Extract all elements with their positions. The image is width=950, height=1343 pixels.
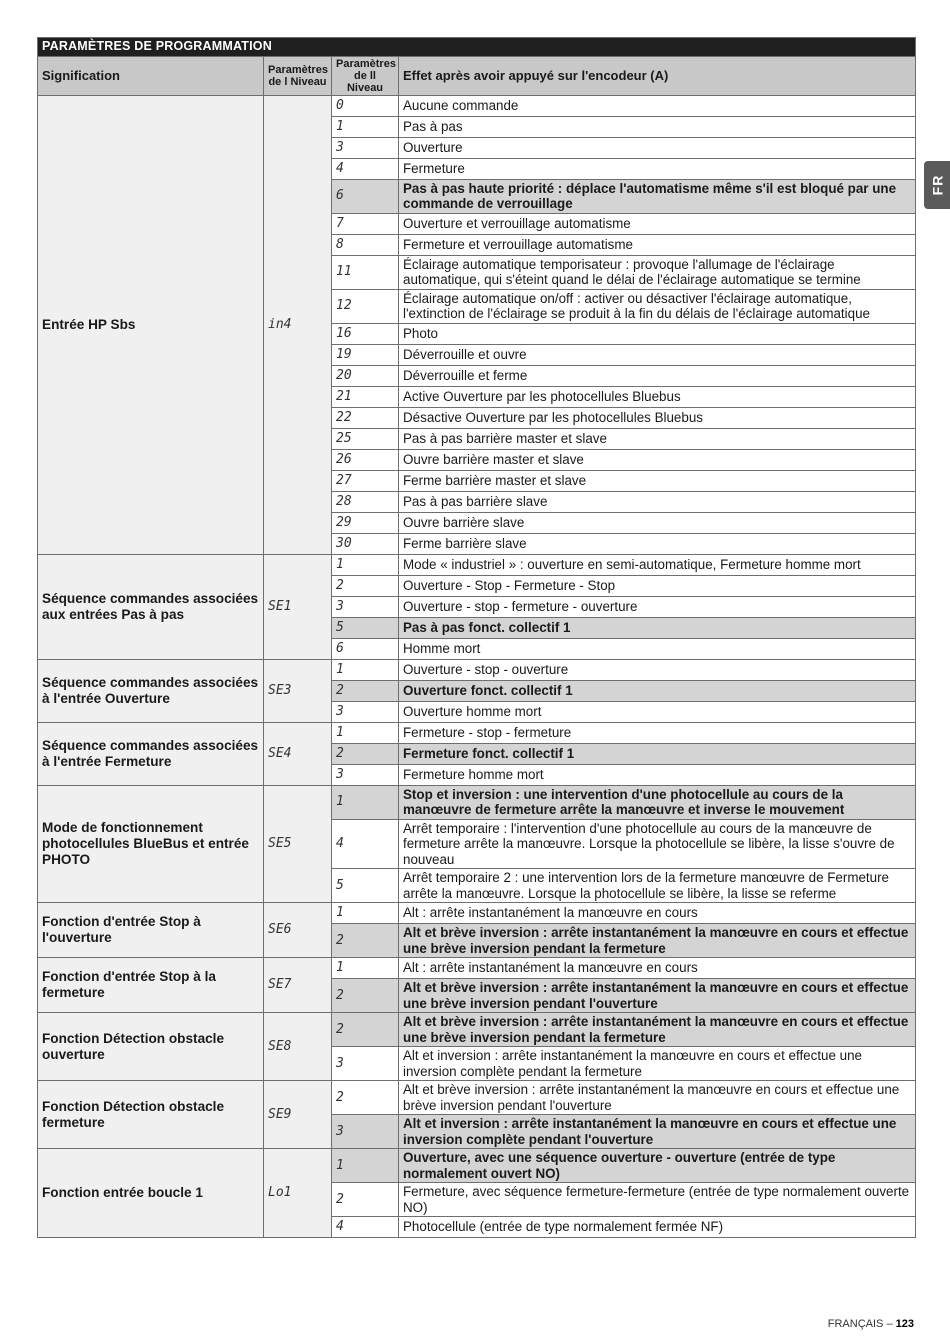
- level2-value-cell: 7: [332, 213, 399, 234]
- level2-value-cell: 3: [332, 764, 399, 785]
- level2-value-cell: 4: [332, 1217, 399, 1238]
- header-effect: Effet après avoir appuyé sur l'encodeur (A): [399, 56, 916, 95]
- level2-value-cell: 25: [332, 428, 399, 449]
- level2-value-cell: 2: [332, 1013, 399, 1047]
- effect-cell: Pas à pas barrière slave: [399, 491, 916, 512]
- level2-value-cell: 30: [332, 533, 399, 554]
- effect-cell: Pas à pas haute priorité : déplace l'automatisme même s'il est bloqué par une commande de verrouillage: [399, 179, 916, 213]
- effect-cell: Photo: [399, 323, 916, 344]
- level1-code-cell: SE1: [264, 554, 332, 659]
- effect-cell: Homme mort: [399, 638, 916, 659]
- effect-cell: Pas à pas fonct. collectif 1: [399, 617, 916, 638]
- level2-value-cell: 2: [332, 924, 399, 958]
- language-tab: [924, 161, 950, 209]
- level2-value-cell: 19: [332, 344, 399, 365]
- effect-cell: Ouvre barrière slave: [399, 512, 916, 533]
- effect-cell: Fermeture fonct. collectif 1: [399, 743, 916, 764]
- effect-cell: Ouverture - stop - ouverture: [399, 659, 916, 680]
- effect-cell: Fermeture - stop - fermeture: [399, 722, 916, 743]
- level2-value-cell: 1: [332, 116, 399, 137]
- effect-cell: Fermeture: [399, 158, 916, 179]
- level1-code-cell: SE8: [264, 1013, 332, 1081]
- table-row: [38, 1013, 916, 1047]
- level1-code-cell: SE5: [264, 785, 332, 903]
- level2-value-cell: 20: [332, 365, 399, 386]
- level2-value-cell: 1: [332, 1149, 399, 1183]
- table-row: [38, 785, 916, 819]
- level2-value-cell: 16: [332, 323, 399, 344]
- effect-cell: Ferme barrière master et slave: [399, 470, 916, 491]
- effect-cell: Fermeture homme mort: [399, 764, 916, 785]
- effect-cell: Ouverture et verrouillage automatisme: [399, 213, 916, 234]
- signification-cell: Séquence commandes associées à l'entrée Fermeture: [38, 722, 264, 785]
- table-row: [38, 1081, 916, 1115]
- level2-value-cell: 6: [332, 638, 399, 659]
- effect-cell: Fermeture, avec séquence fermeture-fermeture (entrée de type normalement ouverte NO): [399, 1183, 916, 1217]
- signification-cell: Mode de fonctionnement photocellules BlueBus et entrée PHOTO: [38, 785, 264, 903]
- effect-cell: Stop et inversion : une intervention d'une photocellule au cours de la manœuvre de fermeture arrête la manœuvre et inverse le mouvement: [399, 785, 916, 819]
- level2-value-cell: 1: [332, 659, 399, 680]
- effect-cell: Ouverture, avec une séquence ouverture - ouverture (entrée de type normalement ouvert NO): [399, 1149, 916, 1183]
- level2-value-cell: 29: [332, 512, 399, 533]
- signification-cell: Séquence commandes associées à l'entrée Ouverture: [38, 659, 264, 722]
- table-body: [38, 95, 916, 1238]
- header-signification: Signification: [38, 56, 264, 95]
- signification-cell: Entrée HP Sbs: [38, 95, 264, 554]
- footer-language: FRANÇAIS: [827, 1318, 884, 1330]
- header-level1: Paramètres de l Niveau: [264, 56, 332, 95]
- signification-cell: Séquence commandes associées aux entrées Pas à pas: [38, 554, 264, 659]
- level2-value-cell: 1: [332, 903, 399, 924]
- signification-cell: Fonction d'entrée Stop à la fermeture: [38, 958, 264, 1013]
- signification-cell: Fonction entrée boucle 1: [38, 1149, 264, 1238]
- level2-value-cell: 3: [332, 137, 399, 158]
- level1-code-cell: Lo1: [264, 1149, 332, 1238]
- level2-value-cell: 12: [332, 289, 399, 323]
- signification-cell: Fonction d'entrée Stop à l'ouverture: [38, 903, 264, 958]
- effect-cell: Alt et brève inversion : arrête instantanément la manœuvre en cours et effectue une brève inversion pendant l'ouverture: [399, 1081, 916, 1115]
- level2-value-cell: 11: [332, 255, 399, 289]
- level2-value-cell: 2: [332, 1183, 399, 1217]
- effect-cell: Ouvre barrière master et slave: [399, 449, 916, 470]
- effect-cell: Alt et brève inversion : arrête instantanément la manœuvre en cours et effectue une brève inversion pendant la fermeture: [399, 1013, 916, 1047]
- level2-value-cell: 2: [332, 979, 399, 1013]
- level2-value-cell: 1: [332, 722, 399, 743]
- programming-parameters-table: [37, 37, 916, 1238]
- level1-code-cell: SE9: [264, 1081, 332, 1149]
- level2-value-cell: 5: [332, 617, 399, 638]
- effect-cell: Désactive Ouverture par les photocellules Bluebus: [399, 407, 916, 428]
- level2-value-cell: 4: [332, 819, 399, 869]
- level2-value-cell: 27: [332, 470, 399, 491]
- effect-cell: Alt : arrête instantanément la manœuvre en cours: [399, 958, 916, 979]
- effect-cell: Alt et brève inversion : arrête instantanément la manœuvre en cours et effectue une brève inversion pendant la fermeture: [399, 924, 916, 958]
- effect-cell: Arrêt temporaire 2 : une intervention lors de la fermeture manœuvre de Fermeture arrête la manœuvre. Lorsque la photocellule se libère, la lisse se referme: [399, 869, 916, 903]
- table-row: [38, 958, 916, 979]
- level1-code-cell: SE3: [264, 659, 332, 722]
- level1-code-cell: SE7: [264, 958, 332, 1013]
- level2-value-cell: 28: [332, 491, 399, 512]
- effect-cell: Arrêt temporaire : l'intervention d'une photocellule au cours de la manœuvre de fermeture arrête la manœuvre. Lorsque la photocellule se libère, la lisse s'ouvre de nouveau: [399, 819, 916, 869]
- level2-value-cell: 0: [332, 95, 399, 116]
- effect-cell: Alt : arrête instantanément la manœuvre en cours: [399, 903, 916, 924]
- table-title-row: [38, 38, 916, 57]
- effect-cell: Ouverture - Stop - Fermeture - Stop: [399, 575, 916, 596]
- level1-code-cell: SE4: [264, 722, 332, 785]
- language-tab-label: FR: [928, 174, 945, 196]
- level1-code-cell: SE6: [264, 903, 332, 958]
- table-row: [38, 722, 916, 743]
- level2-value-cell: 2: [332, 1081, 399, 1115]
- effect-cell: Ferme barrière slave: [399, 533, 916, 554]
- level2-value-cell: 1: [332, 785, 399, 819]
- effect-cell: Pas à pas: [399, 116, 916, 137]
- effect-cell: Alt et inversion : arrête instantanément la manœuvre en cours et effectue une inversion complète pendant l'ouverture: [399, 1115, 916, 1149]
- table-row: [38, 1149, 916, 1183]
- level2-value-cell: 2: [332, 575, 399, 596]
- effect-cell: Ouverture homme mort: [399, 701, 916, 722]
- header-level2: Paramètres de ll Niveau: [332, 56, 399, 95]
- table-row: [38, 554, 916, 575]
- effect-cell: Alt et brève inversion : arrête instantanément la manœuvre en cours et effectue une brève inversion pendant l'ouverture: [399, 979, 916, 1013]
- page-footer: [828, 1318, 914, 1330]
- level2-value-cell: 3: [332, 596, 399, 617]
- effect-cell: Déverrouille et ouvre: [399, 344, 916, 365]
- effect-cell: Ouverture: [399, 137, 916, 158]
- page-number: 123: [895, 1318, 914, 1330]
- level2-value-cell: 5: [332, 869, 399, 903]
- level2-value-cell: 8: [332, 234, 399, 255]
- effect-cell: Pas à pas barrière master et slave: [399, 428, 916, 449]
- effect-cell: Éclairage automatique on/off : activer ou désactiver l'éclairage automatique, l'extinction de l'éclairage se produit à la fin du délais de l'éclairage automatique: [399, 289, 916, 323]
- effect-cell: Aucune commande: [399, 95, 916, 116]
- level2-value-cell: 21: [332, 386, 399, 407]
- level2-value-cell: 2: [332, 743, 399, 764]
- level2-value-cell: 3: [332, 1047, 399, 1081]
- effect-cell: Ouverture - stop - fermeture - ouverture: [399, 596, 916, 617]
- effect-cell: Fermeture et verrouillage automatisme: [399, 234, 916, 255]
- level2-value-cell: 4: [332, 158, 399, 179]
- table-row: [38, 903, 916, 924]
- effect-cell: Alt et inversion : arrête instantanément la manœuvre en cours et effectue une inversion complète pendant la fermeture: [399, 1047, 916, 1081]
- level2-value-cell: 1: [332, 554, 399, 575]
- signification-cell: Fonction Détection obstacle ouverture: [38, 1013, 264, 1081]
- effect-cell: Mode « industriel » : ouverture en semi-automatique, Fermeture homme mort: [399, 554, 916, 575]
- level1-code-cell: in4: [264, 95, 332, 554]
- table-row: [38, 95, 916, 116]
- effect-cell: Éclairage automatique temporisateur : provoque l'allumage de l'éclairage automatique, qui s'éteint quand le délai de l'éclairage automatique se termine: [399, 255, 916, 289]
- level2-value-cell: 2: [332, 680, 399, 701]
- footer-separator: –: [886, 1318, 893, 1330]
- effect-cell: Ouverture fonct. collectif 1: [399, 680, 916, 701]
- effect-cell: Active Ouverture par les photocellules Bluebus: [399, 386, 916, 407]
- effect-cell: Photocellule (entrée de type normalement fermée NF): [399, 1217, 916, 1238]
- signification-cell: Fonction Détection obstacle fermeture: [38, 1081, 264, 1149]
- level2-value-cell: 3: [332, 701, 399, 722]
- level2-value-cell: 26: [332, 449, 399, 470]
- table-row: [38, 659, 916, 680]
- level2-value-cell: 6: [332, 179, 399, 213]
- table-header-row: [38, 56, 916, 95]
- level2-value-cell: 22: [332, 407, 399, 428]
- table-title: PARAMÈTRES DE PROGRAMMATION: [38, 38, 916, 57]
- level2-value-cell: 3: [332, 1115, 399, 1149]
- effect-cell: Déverrouille et ferme: [399, 365, 916, 386]
- level2-value-cell: 1: [332, 958, 399, 979]
